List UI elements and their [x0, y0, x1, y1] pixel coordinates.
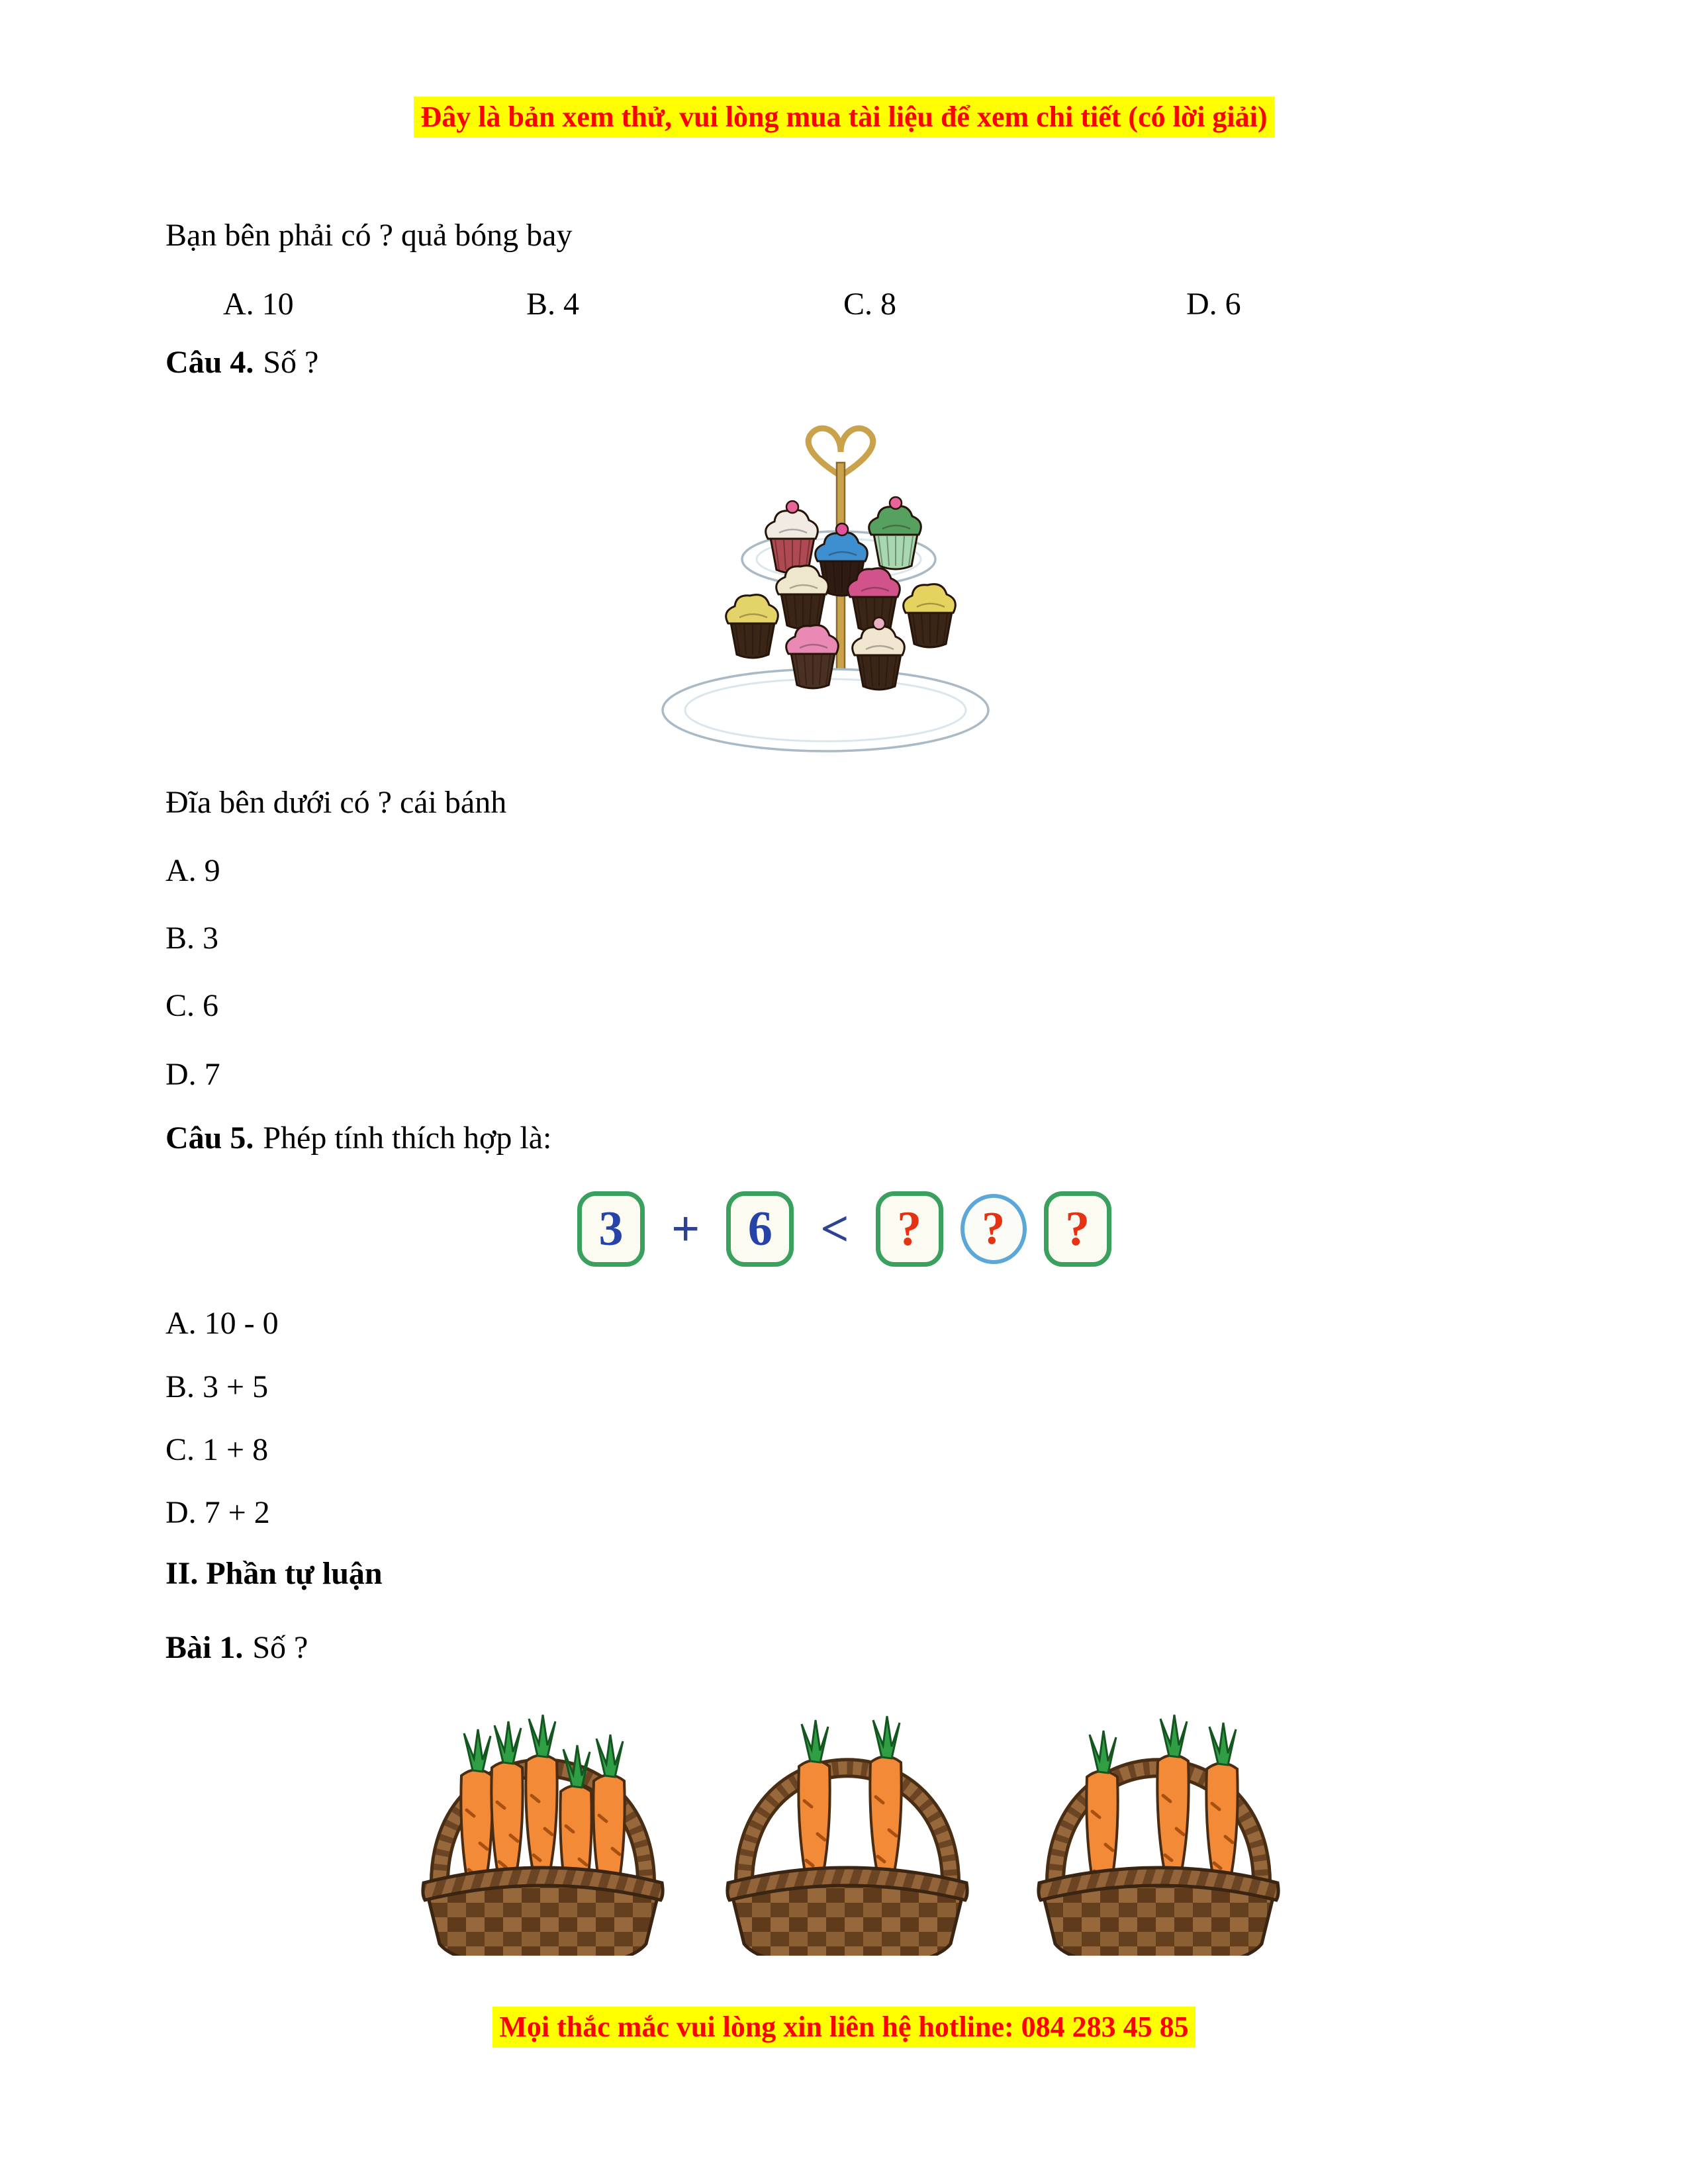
basket	[1039, 1715, 1278, 1956]
hotline-notice-text: Mọi thắc mắc vui lòng xin liên hệ hotline: 084 283 45 85	[492, 2007, 1195, 2048]
basket	[727, 1716, 967, 1956]
q4-sub-question: Đĩa bên dưới có ? cái bánh	[165, 785, 507, 820]
bai1-label: Bài 1.	[165, 1630, 244, 1665]
q4-option-b: B. 3	[165, 921, 219, 956]
q5-option-b: B. 3 + 5	[165, 1369, 269, 1404]
q5-prompt: Phép tính thích hợp là:	[263, 1120, 552, 1156]
q3-option-d: D. 6	[1186, 287, 1241, 322]
q4-option-d: D. 7	[165, 1057, 220, 1092]
q4-option-c: C. 6	[165, 988, 219, 1023]
section2-title: II. Phần tự luận	[165, 1556, 383, 1591]
operator-sign: +	[671, 1201, 700, 1257]
bai1-prompt: Số ?	[252, 1630, 308, 1665]
operator-sign: <	[820, 1201, 849, 1257]
q4-prompt: Số ?	[263, 345, 319, 380]
bai1-heading	[165, 1629, 308, 1666]
cupcake	[904, 584, 956, 647]
expression-circle: ?	[961, 1194, 1027, 1264]
q4-label: Câu 4.	[165, 345, 254, 380]
preview-notice-text: Đây là bản xem thử, vui lòng mua tài liệu để xem chi tiết (có lời giải)	[414, 97, 1274, 138]
hotline-notice	[0, 2007, 1688, 2048]
cupcake-stand-illustration	[652, 394, 1023, 764]
expression-box: ?	[1044, 1191, 1111, 1267]
q3-option-c: C. 8	[843, 287, 897, 322]
expression-box: 6	[726, 1191, 794, 1267]
baskets-layer	[423, 1715, 1278, 1956]
basket	[423, 1715, 663, 1956]
expression-box: 3	[577, 1191, 645, 1267]
expression-row	[577, 1189, 1111, 1269]
baskets-illustration	[397, 1684, 1311, 1956]
cupcake	[726, 595, 778, 658]
q5-option-c: C. 1 + 8	[165, 1432, 269, 1467]
q5-option-a: A. 10 - 0	[165, 1306, 279, 1341]
q3-prompt: Bạn bên phải có ? quả bóng bay	[165, 218, 573, 253]
q3-option-b: B. 4	[526, 287, 580, 322]
q5-option-d: D. 7 + 2	[165, 1495, 270, 1530]
expression-box: ?	[876, 1191, 943, 1267]
q5-label: Câu 5.	[165, 1120, 254, 1156]
q5-heading	[165, 1120, 551, 1156]
preview-notice	[0, 97, 1688, 138]
q4-heading	[165, 344, 318, 381]
q4-option-a: A. 9	[165, 853, 220, 888]
q3-option-a: A. 10	[223, 287, 294, 322]
